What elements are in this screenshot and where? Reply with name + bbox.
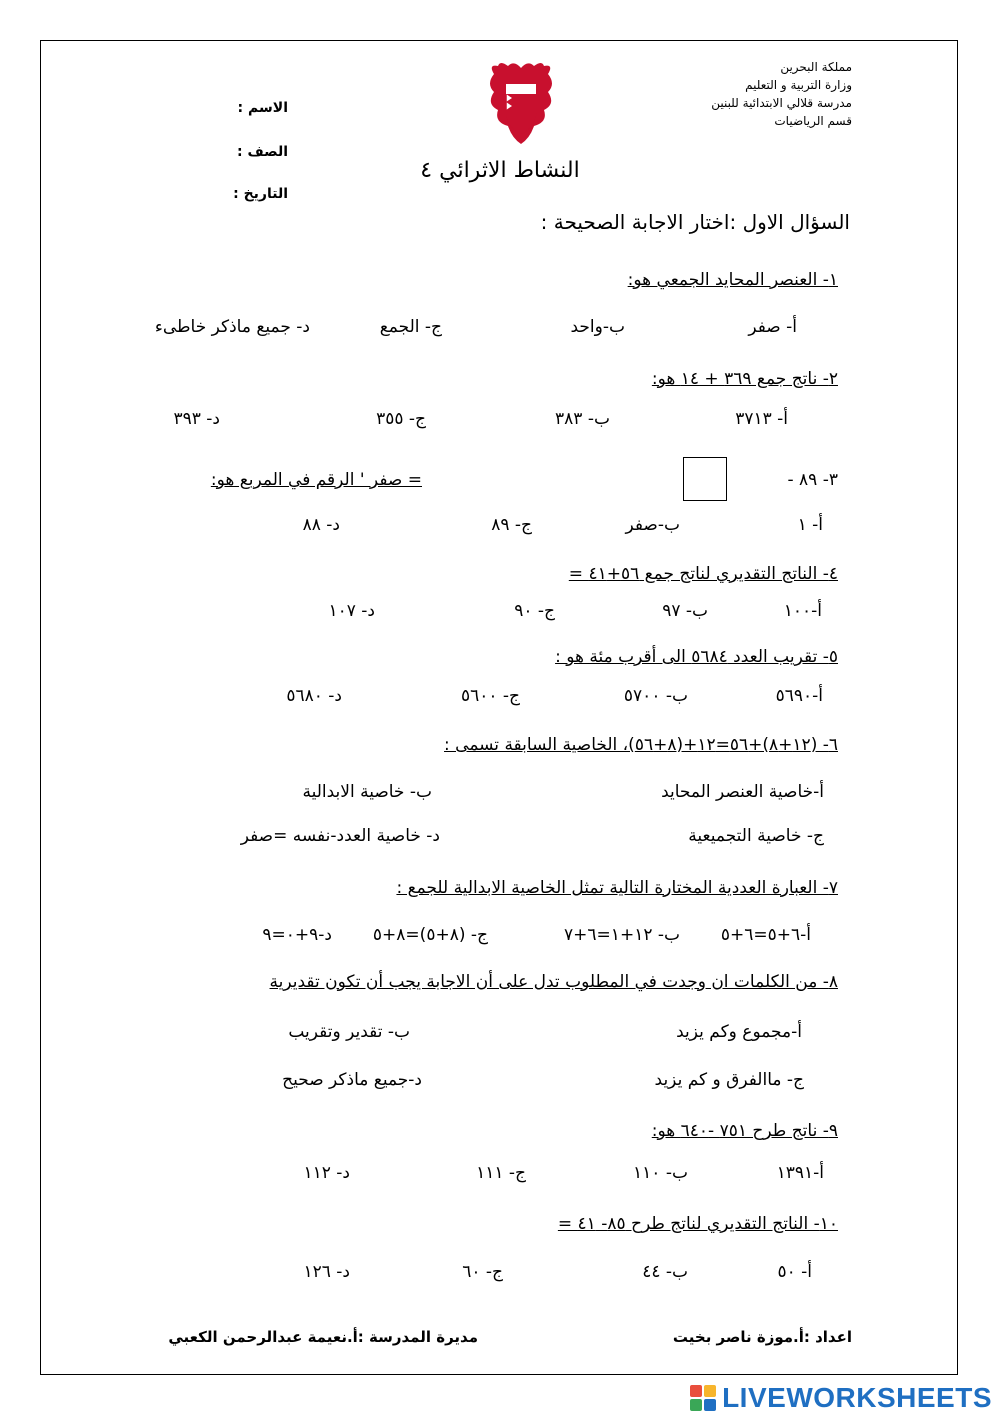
q1-option-b: ب-واحد xyxy=(570,317,625,337)
q8-option-d: د-جميع ماذكر صحيح xyxy=(282,1070,422,1090)
q9-option-a: أ-١٣٩١ xyxy=(776,1163,824,1183)
q10-option-c: ج- ٦٠ xyxy=(462,1262,503,1282)
date-field-label: التاريخ : xyxy=(233,186,288,202)
q5-option-d: د- ٥٦٨٠ xyxy=(286,686,342,706)
question-3-part-b: = صفر ' الرقم في المربع هو: xyxy=(210,470,422,490)
question-7: ٧- العبارة العددية المختارة التالية تمثل الخاصية الابدالية للجمع : xyxy=(396,878,838,898)
liveworksheets-logo xyxy=(690,1382,992,1414)
watermark-text: LIVEWORKSHEETS xyxy=(722,1382,992,1413)
q6-option-a: أ-خاصية العنصر المحايد xyxy=(661,782,824,802)
question-9: ٩- ناتج طرح ٧٥١ -٦٤٠ هو: xyxy=(651,1121,838,1141)
q6-option-d: د- خاصية العدد-نفسه =صفر xyxy=(240,826,440,846)
q1-option-c: ج- الجمع xyxy=(379,317,442,337)
q3-option-b: ب-صفر xyxy=(625,515,680,535)
q9-option-d: د- ١١٢ xyxy=(303,1163,350,1183)
name-field-label: الاسم : xyxy=(237,100,288,116)
q8-option-a: أ-مجموع وكم يزيد xyxy=(676,1022,802,1042)
header-ministry: وزارة التربية و التعليم xyxy=(745,78,852,92)
answer-box[interactable] xyxy=(683,457,727,501)
instruction: السؤال الاول :اختار الاجابة الصحيحة : xyxy=(540,210,850,234)
header-school: مدرسة قلالي الابتدائية للبنين xyxy=(711,96,852,110)
principal-name: مديرة المدرسة :أ.نعيمة عبدالرحمن الكعبي xyxy=(168,1328,478,1346)
q1-option-d: د- جميع ماذكر خاطىء xyxy=(154,317,310,337)
q7-option-a: أ-٦+٥=٦+٥ xyxy=(720,925,811,945)
q3-option-a: أ- ١ xyxy=(797,515,823,535)
prepared-by: اعداد :أ.موزة ناصر بخيت xyxy=(672,1328,852,1346)
q4-option-c: ج- ٩٠ xyxy=(514,601,555,621)
q5-option-c: ج- ٥٦٠٠ xyxy=(460,686,520,706)
q10-option-b: ب- ٤٤ xyxy=(642,1262,688,1282)
q2-option-a: أ- ٣٧١٣ xyxy=(735,409,788,429)
q6-option-c: ج- خاصية التجميعية xyxy=(688,826,824,846)
q9-option-b: ب- ١١٠ xyxy=(633,1163,688,1183)
q2-option-d: د- ٣٩٣ xyxy=(173,409,220,429)
q1-option-a: أ- صفر xyxy=(748,317,797,337)
q3-option-d: د- ٨٨ xyxy=(302,515,340,535)
q2-option-c: ج- ٣٥٥ xyxy=(376,409,426,429)
question-4: ٤- الناتج التقديري لناتج جمع ٥٦+٤١ = xyxy=(568,564,838,584)
question-10: ١٠- الناتج التقديري لناتج طرح ٨٥- ٤١ = xyxy=(557,1214,838,1234)
liveworksheets-logo-icon xyxy=(690,1385,716,1411)
q10-option-a: أ- ٥٠ xyxy=(777,1262,812,1282)
question-6: ٦- (١٢+٨)+٥٦=١٢+(٨+٥٦)، الخاصية السابقة تسمى : xyxy=(444,735,838,755)
q7-option-b: ب- ١٢+١=٦+٧ xyxy=(564,925,680,945)
question-2: ٢- ناتج جمع ٣٦٩ + ١٤ هو: xyxy=(651,369,838,389)
header-country: مملكة البحرين xyxy=(780,60,852,74)
q4-option-b: ب- ٩٧ xyxy=(662,601,708,621)
q8-option-b: ب- تقدير وتقريب xyxy=(288,1022,410,1042)
question-3-part-a: ٣- ٨٩ - xyxy=(787,470,838,490)
header-department: قسم الرياضيات xyxy=(774,114,852,128)
question-1: ١- العنصر المحايد الجمعي هو: xyxy=(627,270,838,290)
q9-option-c: ج- ١١١ xyxy=(476,1163,526,1183)
q4-option-a: أ-١٠٠ xyxy=(783,601,822,621)
q2-option-b: ب- ٣٨٣ xyxy=(555,409,610,429)
q3-option-c: ج- ٨٩ xyxy=(491,515,532,535)
page-title: النشاط الاثرائي ٤ xyxy=(420,158,580,183)
q4-option-d: د- ١٠٧ xyxy=(328,601,375,621)
class-field-label: الصف : xyxy=(237,144,288,160)
q10-option-d: د- ١٢٦ xyxy=(303,1262,350,1282)
question-8: ٨- من الكلمات ان وجدت في المطلوب تدل على أن الاجابة يجب أن تكون تقديرية xyxy=(269,972,838,992)
q5-option-a: أ-٥٦٩٠ xyxy=(775,686,823,706)
bahrain-emblem-icon xyxy=(486,60,556,150)
q6-option-b: ب- خاصية الابدالية xyxy=(302,782,432,802)
q7-option-c: ج- (٨+٥)=٨+٥ xyxy=(372,925,488,945)
q8-option-c: ج- ماالفرق و كم يزيد xyxy=(654,1070,804,1090)
q7-option-d: د-٩+٠=٩ xyxy=(262,925,332,945)
question-5: ٥- تقريب العدد ٥٦٨٤ الى أقرب مئة هو : xyxy=(555,647,838,667)
q5-option-b: ب- ٥٧٠٠ xyxy=(623,686,688,706)
